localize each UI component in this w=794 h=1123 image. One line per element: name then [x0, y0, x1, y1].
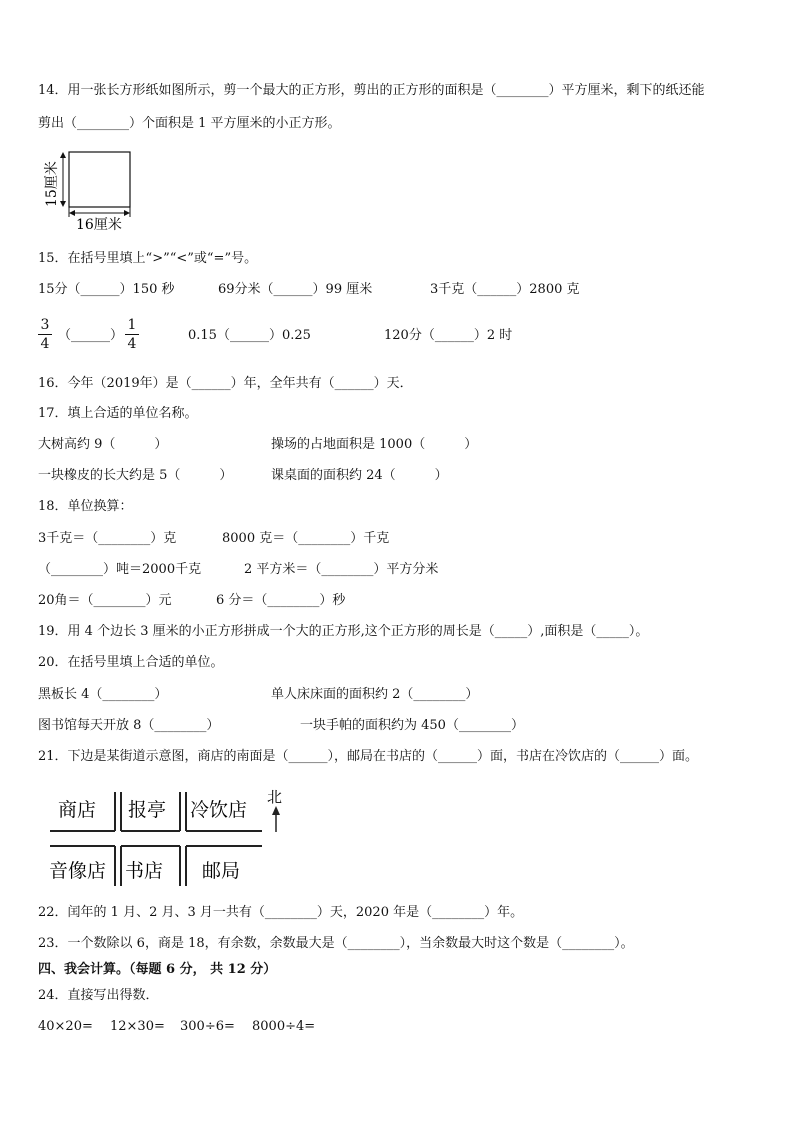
- q19-text: 19．用 4 个边长 3 厘米的小正方形拼成一个大的正方形,这个正方形的周长是（_____）,面积是（_____）。: [38, 624, 649, 639]
- q17-item-4: 课桌面的面积约 24（ ）: [271, 468, 448, 483]
- q17-title: 17．填上合适的单位名称。: [38, 406, 198, 421]
- q17-item-2: 操场的占地面积是 1000（ ）: [271, 437, 478, 452]
- q18-title: 18．单位换算：: [38, 499, 133, 514]
- q16-text: 16．今年（2019年）是（______）年，全年共有（______）天．: [38, 376, 413, 391]
- fraction-one-quarter: [124, 317, 140, 352]
- rectangle-figure: [38, 145, 148, 235]
- q15-title: 15．在括号里填上“>”“<”或“=”号。: [38, 251, 258, 266]
- fig-side-label: 15厘米: [44, 161, 60, 207]
- q20-item-2: 单人床床面的面积约 2（________）: [271, 687, 479, 702]
- q15-item-2: 69分米（______）99 厘米: [218, 282, 373, 297]
- q18-item-2: 8000 克＝（________）千克: [222, 531, 390, 546]
- map-shop: 商店: [58, 799, 97, 821]
- north-label: 北: [267, 788, 283, 806]
- q14-line2: 剪出（________）个面积是 1 平方厘米的小正方形。: [38, 116, 341, 131]
- q24-item-1: 40×20=: [38, 1019, 93, 1034]
- q18-item-1: 3千克＝（________）克: [38, 531, 177, 546]
- paper-rectangle: [69, 152, 130, 207]
- q20-item-1: 黑板长 4（________）: [38, 687, 168, 702]
- q24-item-3: 300÷6=: [180, 1019, 235, 1034]
- map-cold-drinks: 冷饮店: [190, 799, 248, 821]
- fig-bottom-label: 16厘米: [76, 217, 122, 233]
- q18-item-6: 6 分＝（________）秒: [216, 593, 346, 608]
- fraction-three-quarters: [37, 317, 53, 352]
- q15-item-5: 0.15（______）0.25: [188, 328, 311, 343]
- q15-item-1: 15分（______）150 秒: [38, 282, 175, 297]
- map-post-office: 邮局: [202, 860, 241, 882]
- q18-item-3: （________）吨＝2000千克: [38, 562, 202, 577]
- q17-item-1: 大树高约 9（ ）: [38, 437, 168, 452]
- fraction-denominator: 4: [127, 336, 137, 352]
- fraction-compare-blank: （______）: [58, 328, 124, 343]
- q15-item-6: 120分（______）2 时: [384, 328, 513, 343]
- q20-item-4: 一块手帕的面积约为 450（________）: [300, 718, 524, 733]
- map-newsstand: 报亭: [128, 799, 167, 821]
- street-map: [40, 782, 300, 890]
- q23-text: 23．一个数除以 6，商是 18，有余数，余数最大是（________），当余数最大时这个数是（________）。: [38, 936, 634, 951]
- q17-item-3: 一块橡皮的长大约是 5（ ）: [38, 468, 233, 483]
- map-bookstore: 书店: [125, 860, 164, 882]
- q15-item-3: 3千克（______）2800 克: [430, 282, 580, 297]
- q24-title: 24．直接写出得数．: [38, 988, 159, 1003]
- q24-item-4: 8000÷4=: [252, 1019, 316, 1034]
- fraction-numerator: 3: [40, 317, 50, 333]
- q21-text: 21．下边是某街道示意图，商店的南面是（______），邮局在书店的（______）面，书店在冷饮店的（______）面。: [38, 749, 699, 764]
- north-arrow-icon: [272, 806, 280, 815]
- q14-line1: 14．用一张长方形纸如图所示，剪一个最大的正方形，剪出的正方形的面积是（________）平方厘米，剩下的纸还能: [38, 83, 705, 98]
- q22-text: 22．闰年的 1 月、2 月、3 月一共有（________）天，2020 年是（________）年。: [38, 905, 524, 920]
- q24-item-2: 12×30=: [110, 1019, 165, 1034]
- map-audio-video: 音像店: [49, 860, 107, 882]
- q20-item-3: 图书馆每天开放 8（________）: [38, 718, 220, 733]
- fraction-numerator: 1: [127, 317, 137, 333]
- section-4-heading: 四、我会计算。（每题 6 分， 共 12 分）: [38, 962, 277, 977]
- q20-title: 20．在括号里填上合适的单位。: [38, 655, 224, 670]
- q18-item-4: 2 平方米＝（________）平方分米: [244, 562, 439, 577]
- fraction-denominator: 4: [40, 336, 50, 352]
- q18-item-5: 20角＝（________）元: [38, 593, 172, 608]
